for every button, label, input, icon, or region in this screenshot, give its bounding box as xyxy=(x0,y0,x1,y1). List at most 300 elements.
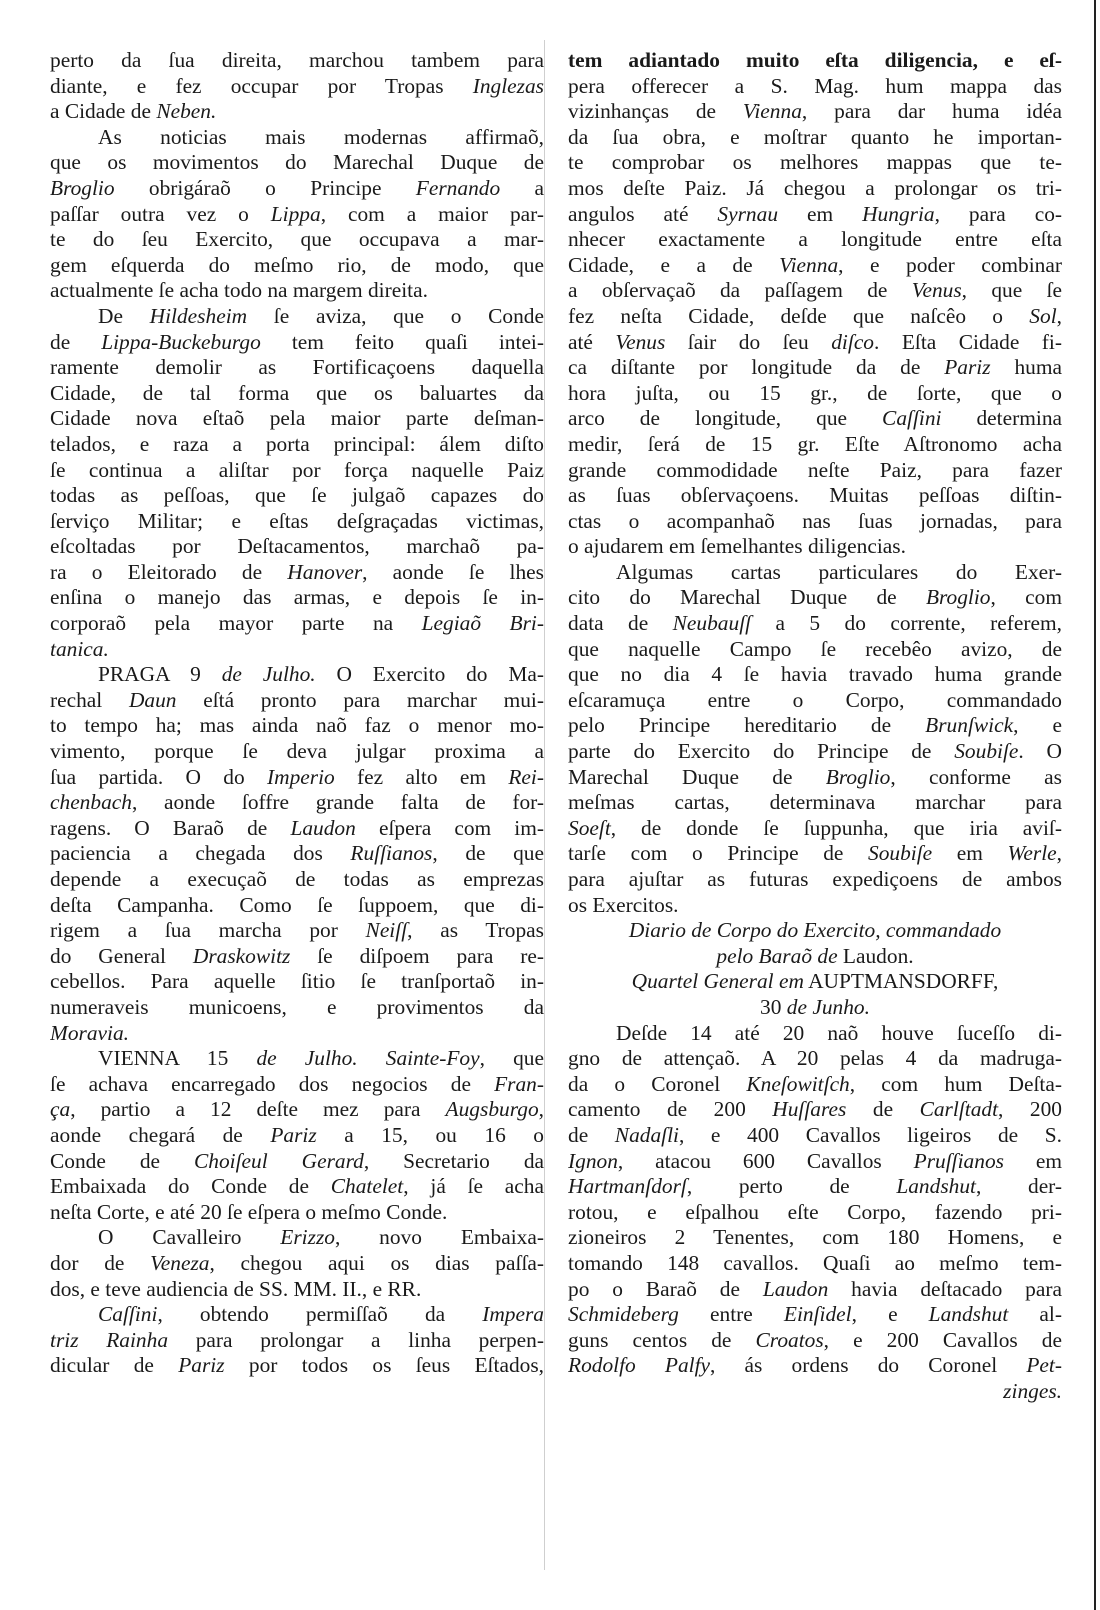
text-run: de xyxy=(846,1097,920,1122)
right-column-line xyxy=(568,1328,1062,1354)
right-column-line xyxy=(568,176,1062,202)
left-column-line xyxy=(50,1021,544,1047)
text-run: eſpera com im- xyxy=(355,815,544,840)
italic-text: Moravia. xyxy=(50,1020,130,1045)
text-run: numeraveis municoens, e provimentos da xyxy=(50,994,544,1019)
text-run: , Secretario da xyxy=(363,1148,544,1173)
italic-text: Schmideberg xyxy=(568,1302,679,1327)
left-column-line xyxy=(50,662,544,688)
text-run: , partio a 12 deſte mez para xyxy=(70,1097,446,1122)
text-run: ra o Eleitorado de xyxy=(50,559,288,584)
italic-text: Landshut xyxy=(896,1174,976,1199)
text-run: Embaixada do Conde de xyxy=(50,1174,331,1199)
right-column-line xyxy=(568,458,1062,484)
italic-text: Erizzo xyxy=(280,1225,335,1250)
text-run: ſua partida. O do xyxy=(50,764,267,789)
left-column-line xyxy=(50,739,544,765)
italic-text: Daun xyxy=(128,687,177,712)
text-run: O Exercito do Ma- xyxy=(315,662,544,687)
text-run: , de donde ſe ſuppunha, que iria aviſ- xyxy=(610,815,1062,840)
text-run: arco de longitude, que xyxy=(568,406,883,431)
text-run: , aonde ſoffre grande falta de for- xyxy=(131,790,544,815)
right-column-line xyxy=(568,816,1062,842)
text-run: deſta Campanha. Como ſe ſuppoem, que di- xyxy=(50,892,544,917)
italic-text: Neubauſſ xyxy=(672,611,752,636)
text-run: gno de attençaõ. A 20 pelas 4 da madruga- xyxy=(568,1046,1062,1071)
text-run: diante, e fez occupar por Tropas xyxy=(50,73,473,98)
italic-text: pelo Baraõ de xyxy=(716,943,838,968)
italic-text: Carlſtadt xyxy=(919,1097,999,1122)
right-column-line xyxy=(568,330,1062,356)
right-column-line xyxy=(568,1200,1062,1226)
text-run: rechal xyxy=(50,687,129,712)
italic-text: ça xyxy=(50,1097,71,1122)
text-run: até xyxy=(568,329,616,354)
text-run: , que ſe xyxy=(961,278,1062,303)
right-column-line xyxy=(568,790,1062,816)
italic-text: Quartel General em xyxy=(631,969,804,994)
text-run: , novo Embaixa- xyxy=(334,1225,544,1250)
text-run: , para dar huma idéa xyxy=(801,99,1062,124)
text-run: eſcoltadas por Deſtacamentos, marchaõ pa- xyxy=(50,534,544,559)
text-run: a 5 do corrente, referem, xyxy=(751,611,1062,636)
right-column-line xyxy=(568,739,1062,765)
left-column-line xyxy=(50,330,544,356)
left-column-line xyxy=(50,202,544,228)
right-column-line xyxy=(568,1149,1062,1175)
text-run: depende a execuçaõ de todas as emprezas xyxy=(50,867,544,891)
italic-text: Pariz xyxy=(270,1122,317,1147)
right-column-line xyxy=(568,355,1062,381)
right-column-line xyxy=(568,1353,1062,1379)
italic-text: Vienna xyxy=(779,252,839,277)
text-run: cito do Marechal Duque de xyxy=(568,585,926,610)
column-divider xyxy=(544,40,545,1570)
text-run: zioneiros 2 Tenentes, com 180 Homens, e xyxy=(568,1225,1062,1250)
page-edge-line xyxy=(1094,0,1096,1610)
left-column-line xyxy=(50,637,544,663)
text-run: aonde chegará de xyxy=(50,1122,271,1147)
text-run: para ajuſtar as futuras expediçoens de ambos xyxy=(568,867,1062,891)
right-column-line xyxy=(568,1123,1062,1149)
text-run: a 15, ou 16 o xyxy=(316,1122,544,1147)
text-run: rigem a ſua marcha por xyxy=(50,918,366,943)
text-run: eſtá pronto para marchar mui- xyxy=(176,687,544,712)
text-run: , de que xyxy=(432,841,544,866)
left-column-line xyxy=(50,48,544,74)
italic-text: Neben. xyxy=(156,99,217,124)
text-run: em xyxy=(1003,1148,1062,1173)
text-run: ſair do ſeu xyxy=(665,329,832,354)
text-run: ctas o acompanhaõ nas ſuas jornadas, para xyxy=(568,508,1062,533)
text-run: rotou, e eſpalhou eſte Corpo, fazendo pri- xyxy=(568,1199,1062,1224)
left-column-line xyxy=(50,406,544,432)
left-column-line xyxy=(50,1149,544,1175)
left-column-line xyxy=(50,253,544,279)
left-column-line xyxy=(50,867,544,893)
text-run: As noticias mais modernas affirmaõ, xyxy=(98,124,544,149)
italic-text: Augsburgo xyxy=(445,1097,539,1122)
italic-text: Veneza xyxy=(150,1250,210,1275)
text-run: Cidade, e a de xyxy=(568,252,780,277)
text-run: da ſua obra, e moſtrar quanto he importan- xyxy=(568,124,1062,149)
italic-text: diſco xyxy=(831,329,875,354)
italic-text: Vienna xyxy=(742,99,802,124)
italic-text: Pruſſianos xyxy=(913,1148,1004,1173)
text-run: que naquelle Campo ſe recebêo avizo, de xyxy=(568,636,1062,661)
text-run: , e poder combinar xyxy=(838,252,1062,277)
text-run: ſerviço Militar; e eſtas deſgraçadas victimas, xyxy=(50,508,544,533)
left-column-line xyxy=(50,841,544,867)
text-run: gem eſquerda do meſmo rio, de modo, que xyxy=(50,252,544,277)
right-column-line xyxy=(568,969,1062,995)
italic-text: Caſſini xyxy=(98,1302,158,1327)
italic-text: Einſidel xyxy=(783,1302,852,1327)
left-column-line xyxy=(50,1072,544,1098)
left-column-line xyxy=(50,969,544,995)
left-column-line xyxy=(50,534,544,560)
italic-text: Kneſowitſch xyxy=(746,1071,850,1096)
text-run: determina xyxy=(941,406,1062,431)
italic-text: Venus xyxy=(911,278,962,303)
left-column-line xyxy=(50,560,544,586)
text-run: to tempo ha; mas ainda naõ faz o menor mo- xyxy=(50,713,544,738)
italic-text: Nadaſli xyxy=(614,1122,679,1147)
text-run: VIENNA 15 xyxy=(98,1046,257,1071)
right-column-line xyxy=(568,278,1062,304)
text-run: do General xyxy=(50,943,193,968)
text-run: fez alto em xyxy=(334,764,509,789)
right-column-line xyxy=(568,534,1062,560)
italic-text: chenbach xyxy=(50,790,132,815)
text-run: , para co- xyxy=(934,201,1062,226)
text-run: que os movimentos do Marechal Duque de xyxy=(50,150,544,175)
right-column-line xyxy=(568,483,1062,509)
left-column-line xyxy=(50,176,544,202)
italic-text: Broglio xyxy=(50,175,115,200)
left-column-line xyxy=(50,99,544,125)
text-run: , 200 xyxy=(998,1097,1062,1122)
text-run: corporaõ pela mayor parte na xyxy=(50,611,422,636)
right-column-line xyxy=(568,509,1062,535)
right-column-line xyxy=(568,1302,1062,1328)
right-column-line xyxy=(568,944,1062,970)
right-column-line xyxy=(568,304,1062,330)
text-run: AUPTMANSDORFF, xyxy=(803,969,999,994)
right-column-line xyxy=(568,150,1062,176)
text-run: a xyxy=(500,175,544,200)
italic-text: Brunſwick xyxy=(925,713,1014,738)
italic-text: Fran- xyxy=(494,1071,544,1096)
left-column-line xyxy=(50,1046,544,1072)
italic-text: de Junho. xyxy=(786,994,870,1019)
text-run: pelo Principe hereditario de xyxy=(568,713,926,738)
text-run: , e xyxy=(851,1302,929,1327)
right-column-line xyxy=(568,125,1062,151)
left-column-line xyxy=(50,1277,544,1303)
text-run: cebellos. Para aquelle ſitio ſe tranſportaõ in- xyxy=(50,969,544,994)
italic-text: Chatelet xyxy=(330,1174,404,1199)
text-run: ragens. O Baraõ de xyxy=(50,815,291,840)
text-run: . O xyxy=(1018,739,1062,764)
right-column-line xyxy=(568,918,1062,944)
text-run: mos deſte Paiz. Já chegou a prolongar os tri- xyxy=(568,175,1062,200)
italic-text: Syrnau xyxy=(717,201,779,226)
right-column-line xyxy=(568,1379,1062,1405)
italic-text: Rei- xyxy=(508,764,544,789)
text-run: para prolongar a linha perpen- xyxy=(168,1327,544,1352)
left-column-line xyxy=(50,381,544,407)
text-run: medir, ſerá de 15 gr. Eſte Aſtronomo acha xyxy=(568,431,1062,456)
text-run: a obſervaçaõ da paſſagem de xyxy=(568,278,912,303)
left-column-line xyxy=(50,125,544,151)
italic-text: Ignon xyxy=(568,1148,618,1173)
text-run: Marechal Duque de xyxy=(568,764,826,789)
text-run: huma xyxy=(990,355,1062,380)
right-column-line xyxy=(568,662,1062,688)
italic-text: Hildesheim xyxy=(149,303,248,328)
left-column-line xyxy=(50,611,544,637)
left-column-line xyxy=(50,1251,544,1277)
text-run: a Cidade de xyxy=(50,99,157,124)
right-column-line xyxy=(568,560,1062,586)
italic-text: tanica. xyxy=(50,636,109,661)
text-run: , chegou aqui os dias paſſa- xyxy=(209,1250,544,1275)
right-column-line xyxy=(568,611,1062,637)
text-run: , que xyxy=(479,1046,544,1071)
right-text-column xyxy=(568,48,1062,1404)
text-run: entre xyxy=(678,1302,784,1327)
italic-text: Pet- xyxy=(1026,1353,1062,1378)
italic-text: Fernando xyxy=(415,175,501,200)
italic-text: Draskowitz xyxy=(192,943,291,968)
left-text-column xyxy=(50,48,544,1379)
right-column-line xyxy=(568,1046,1062,1072)
text-run: de xyxy=(50,329,102,354)
text-run: o ajudarem em ſemelhantes diligencias. xyxy=(568,534,906,559)
italic-text: Rodolfo Palfy xyxy=(568,1353,711,1378)
right-column-line xyxy=(568,202,1062,228)
left-column-line xyxy=(50,304,544,330)
text-run: havia deſtacado para xyxy=(828,1276,1062,1301)
text-run: Deſde 14 até 20 naõ houve ſuceſſo di- xyxy=(616,1020,1062,1045)
text-run: as ſuas obſervaçoens. Muitas peſſoas diſtin- xyxy=(568,483,1062,508)
left-column-line xyxy=(50,944,544,970)
right-column-line xyxy=(568,406,1062,432)
text-run: por todos os ſeus Eſtados, xyxy=(224,1353,544,1378)
italic-text: Huſſares xyxy=(772,1097,847,1122)
right-column-line xyxy=(568,688,1062,714)
italic-text: Ruſſianos xyxy=(350,841,433,866)
left-column-line xyxy=(50,458,544,484)
text-run: . Eſta Cidade fi- xyxy=(874,329,1062,354)
italic-text: de Julho. xyxy=(221,662,316,687)
text-run: em xyxy=(932,841,1008,866)
text-run: data de xyxy=(568,611,673,636)
italic-text: Lippa-Buckeburgo xyxy=(101,329,261,354)
italic-text: zinges. xyxy=(1003,1378,1062,1403)
left-column-line xyxy=(50,1225,544,1251)
text-run: hora juſta, ou 15 gr., de ſorte, que o xyxy=(568,380,1062,405)
left-column-line xyxy=(50,1097,544,1123)
text-run: , com hum Deſta- xyxy=(849,1071,1062,1096)
right-column-line xyxy=(568,995,1062,1021)
italic-text: Pariz xyxy=(944,355,991,380)
text-run: , com xyxy=(990,585,1062,610)
right-column-line xyxy=(568,432,1062,458)
italic-text: Sainte-Foy xyxy=(385,1046,480,1071)
text-run: guns centos de xyxy=(568,1327,756,1352)
text-run: , com a maior par- xyxy=(320,201,544,226)
italic-text: Broglio xyxy=(825,764,891,789)
text-run: dos, e teve audiencia de SS. MM. II., e RR. xyxy=(50,1276,422,1301)
left-column-line xyxy=(50,1123,544,1149)
text-run: , e 400 Cavallos ligeiros de S. xyxy=(678,1122,1062,1147)
text-run: angulos até xyxy=(568,201,718,226)
text-run: parte do Exercito do Principe de xyxy=(568,739,955,764)
italic-text: Soeſt xyxy=(568,815,611,840)
left-column-line xyxy=(50,1328,544,1354)
italic-text: Legiaõ Bri- xyxy=(421,611,544,636)
text-run: , aonde ſe lhes xyxy=(362,559,544,584)
text-run: al- xyxy=(1008,1302,1062,1327)
right-column-line xyxy=(568,893,1062,919)
right-column-line xyxy=(568,1072,1062,1098)
left-column-line xyxy=(50,1353,544,1379)
italic-text: Hartmanſdorſ xyxy=(568,1174,687,1199)
text-run: ramente demolir as Fortificaçoens daquella xyxy=(50,355,544,380)
text-run: fez neſta Cidade, deſde que naſcêo o xyxy=(568,303,1030,328)
text-run: neſta Corte, e até 20 ſe eſpera o meſmo Conde. xyxy=(50,1199,448,1224)
text-run: ca diſtante por longitude da de xyxy=(568,355,945,380)
right-column-line xyxy=(568,48,1062,74)
text-run: tarſe com o Principe de xyxy=(568,841,869,866)
text-run: O Cavalleiro xyxy=(98,1225,281,1250)
text-run: que no dia 4 ſe havia travado huma grande xyxy=(568,662,1062,687)
italic-text: Broglio xyxy=(925,585,991,610)
text-run: Laudon. xyxy=(837,943,914,968)
text-run: paſſar outra vez o xyxy=(50,201,271,226)
text-run: , conforme as xyxy=(890,764,1062,789)
text-run: dor de xyxy=(50,1250,151,1275)
text-run: po o Baraõ de xyxy=(568,1276,763,1301)
text-run: da o Coronel xyxy=(568,1071,747,1096)
text-run: obrigáraõ o Principe xyxy=(114,175,416,200)
text-run: de xyxy=(568,1122,615,1147)
italic-text: triz Rainha xyxy=(50,1327,169,1352)
italic-text: de Julho. xyxy=(256,1046,358,1071)
text-run: , ás ordens do Coronel xyxy=(710,1353,1027,1378)
text-run: De xyxy=(98,303,150,328)
italic-text: Soubiſe xyxy=(954,739,1019,764)
left-column-line xyxy=(50,918,544,944)
right-column-line xyxy=(568,99,1062,125)
text-run: tomando 148 cavallos. Quaſi ao meſmo tem- xyxy=(568,1250,1062,1275)
right-column-line xyxy=(568,1097,1062,1123)
italic-text: Pariz xyxy=(178,1353,225,1378)
text-run: te comprobar os melhores mappas que te- xyxy=(568,150,1062,175)
right-column-line xyxy=(568,637,1062,663)
text-run: em xyxy=(778,201,863,226)
italic-text: Venus xyxy=(615,329,666,354)
text-run: os Exercitos. xyxy=(568,892,679,917)
italic-text: Hanover xyxy=(287,559,363,584)
text-run: Cidade, de tal forma que os baluartes da xyxy=(50,380,544,405)
italic-text: Choiſeul Gerard xyxy=(193,1148,364,1173)
italic-text: Lippa xyxy=(270,201,321,226)
text-run: , xyxy=(538,1097,544,1122)
italic-text: Diario de Corpo do Exercito, commandado xyxy=(628,918,1002,943)
text-run: PRAGA 9 xyxy=(98,662,222,687)
text-run: , perto de xyxy=(686,1174,897,1199)
text-run xyxy=(358,1046,386,1070)
text-run: grande commodidade neſte Paiz, para fazer xyxy=(568,457,1062,482)
text-run: nhecer exactamente a longitude entre eſta xyxy=(568,227,1062,252)
italic-text: Soubiſe xyxy=(868,841,933,866)
text-run: Conde de xyxy=(50,1148,194,1173)
text-run: actualmente ſe acha todo na margem direita. xyxy=(50,278,428,303)
text-run: paciencia a chegada dos xyxy=(50,841,351,866)
italic-text: Sol xyxy=(1029,303,1057,328)
text-run: , xyxy=(1056,303,1062,328)
text-run: Algumas cartas particulares do Exer- xyxy=(616,559,1062,584)
text-run: ſe aviza, que o Conde xyxy=(247,303,544,328)
text-run: , der- xyxy=(975,1174,1062,1199)
right-column-line xyxy=(568,585,1062,611)
text-run: tem adiantado muito eſta diligencia, e eſ- xyxy=(568,48,1062,72)
right-column-line xyxy=(568,765,1062,791)
text-run: enſina o manejo das armas, e depois ſe in- xyxy=(50,585,544,610)
left-column-line xyxy=(50,1174,544,1200)
left-column-line xyxy=(50,1302,544,1328)
left-column-line xyxy=(50,995,544,1021)
right-column-line xyxy=(568,1174,1062,1200)
left-column-line xyxy=(50,150,544,176)
italic-text: Laudon xyxy=(762,1276,829,1301)
left-column-line xyxy=(50,585,544,611)
italic-text: Croatos xyxy=(755,1327,824,1352)
text-run: Cidade nova eſtaõ pela maior parte deſman- xyxy=(50,406,544,431)
text-run: , as Tropas xyxy=(407,918,544,943)
italic-text: Neiſſ xyxy=(365,918,408,943)
text-run: vimento, porque ſe deva julgar proxima a xyxy=(50,739,544,764)
right-column-line xyxy=(568,713,1062,739)
italic-text: Imperio xyxy=(267,764,335,789)
right-column-line xyxy=(568,1251,1062,1277)
left-column-line xyxy=(50,893,544,919)
text-run: telados, e raza a porta principal: álem diſto xyxy=(50,431,544,456)
right-column-line xyxy=(568,74,1062,100)
text-run: todas as peſſoas, que ſe julgaõ capazes do xyxy=(50,483,544,508)
right-column-line xyxy=(568,1277,1062,1303)
right-column-line xyxy=(568,1021,1062,1047)
text-run: meſmas cartas, determinava marchar para xyxy=(568,790,1062,815)
text-run: 30 xyxy=(760,994,787,1019)
text-run: perto da ſua direita, marchou tambem para xyxy=(50,48,544,72)
left-column-line xyxy=(50,278,544,304)
text-run: tem feito quaſi intei- xyxy=(260,329,544,354)
text-run: , já ſe acha xyxy=(403,1174,544,1199)
left-column-line xyxy=(50,790,544,816)
left-column-line xyxy=(50,483,544,509)
left-column-line xyxy=(50,355,544,381)
right-column-line xyxy=(568,841,1062,867)
text-run: pera offerecer a S. Mag. hum mappa das xyxy=(568,73,1062,98)
text-run: ſe achava encarregado dos negocios de xyxy=(50,1071,495,1096)
italic-text: Hungria xyxy=(862,201,935,226)
left-column-line xyxy=(50,713,544,739)
text-run: , atacou 600 Cavallos xyxy=(617,1148,914,1173)
